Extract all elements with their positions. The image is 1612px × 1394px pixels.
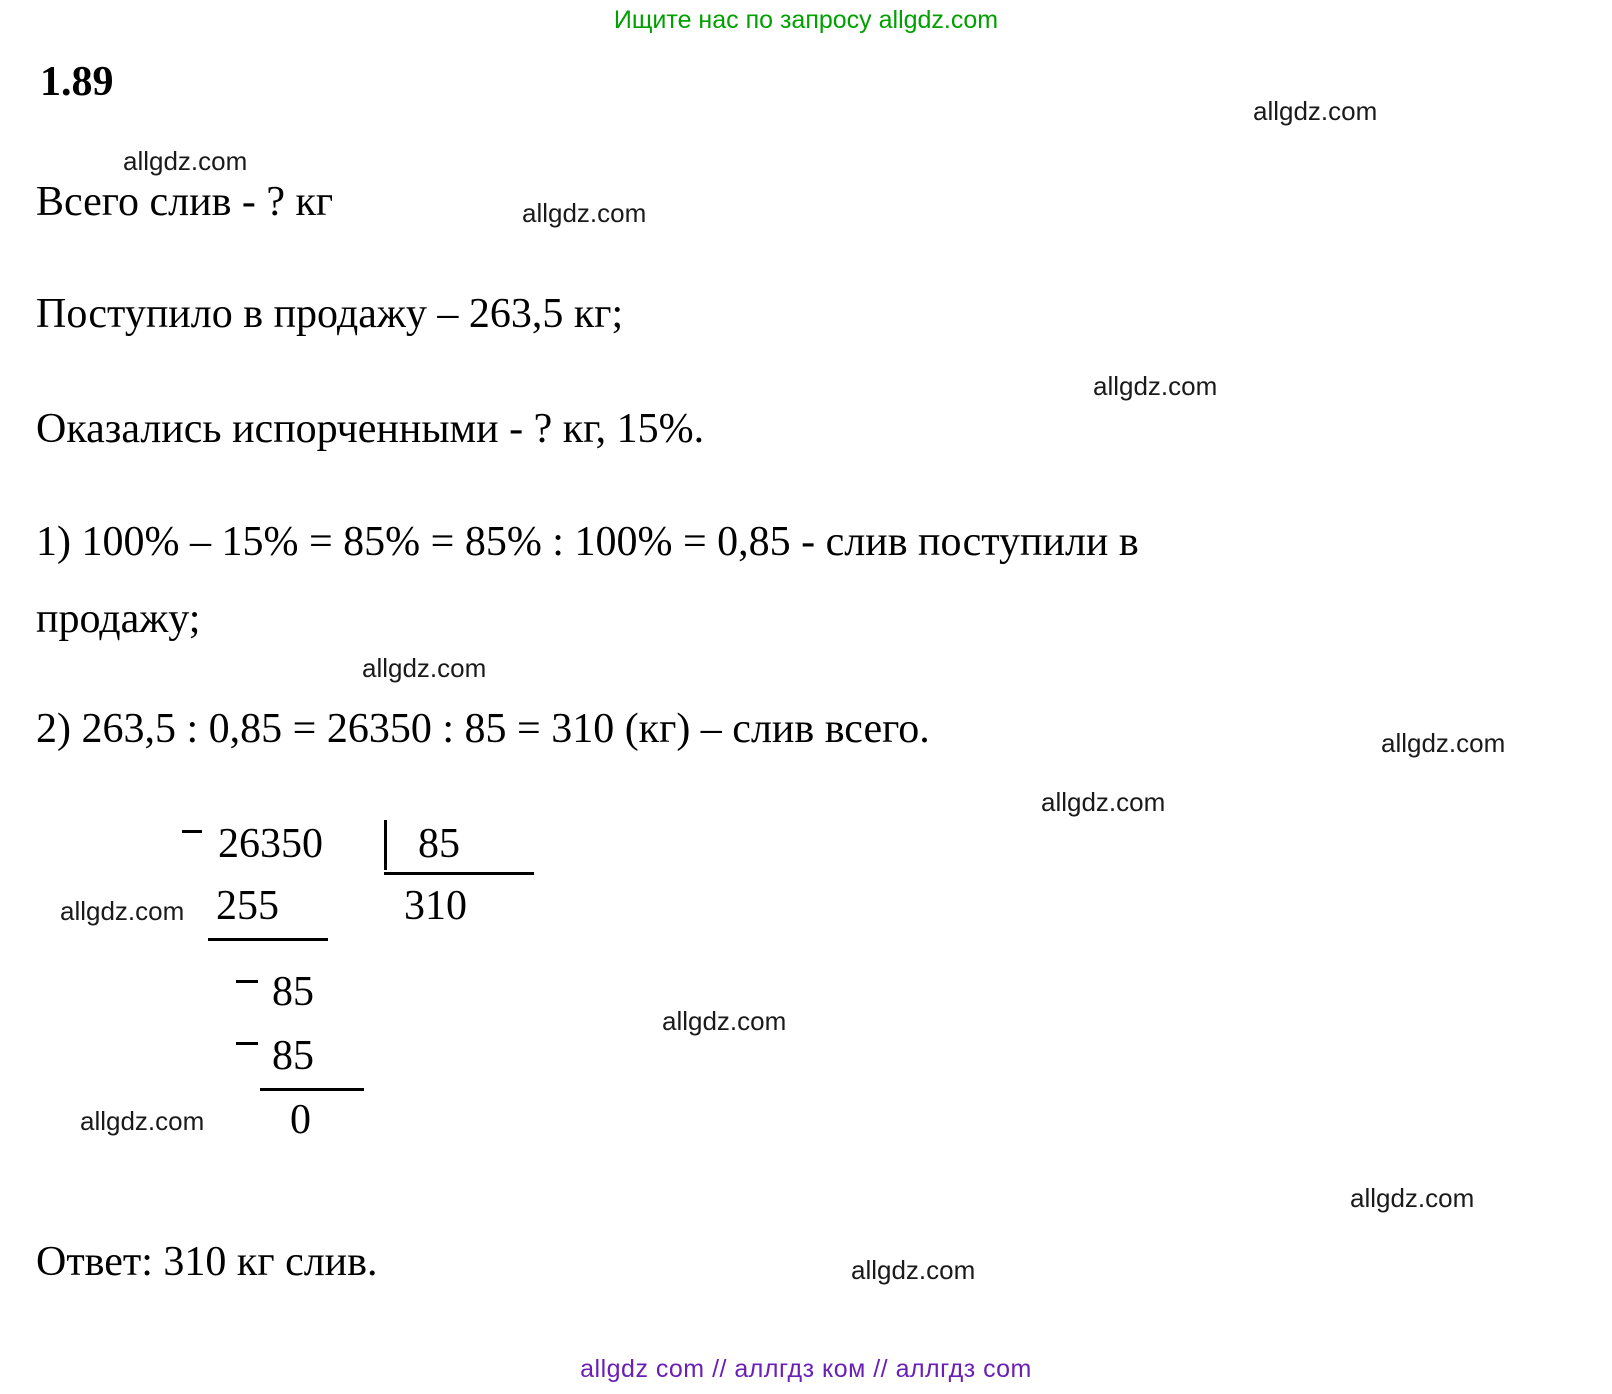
watermark: allgdz.com bbox=[60, 896, 185, 926]
division-divisor-underline bbox=[384, 872, 534, 875]
solution-step2-line: 2) 263,5 : 0,85 = 26350 : 85 = 310 (кг) – слив всего. bbox=[36, 706, 930, 752]
watermark: allgdz.com bbox=[123, 146, 248, 176]
division-final-remainder: 0 bbox=[290, 1097, 311, 1143]
solution-step1-line1: 1) 100% – 15% = 85% = 85% : 100% = 0,85 - слив поступили в bbox=[36, 519, 1139, 565]
top-promo-banner: Ищите нас по запросу allgdz.com bbox=[613, 6, 999, 34]
watermark: allgdz.com bbox=[362, 653, 487, 683]
condition-total-line: Всего слив - ? кг bbox=[36, 179, 334, 225]
division-subtrahend-1-underline bbox=[208, 938, 328, 941]
division-subtrahend-1: 255 bbox=[216, 883, 279, 929]
minus-sign-3 bbox=[236, 1042, 258, 1045]
watermark: allgdz.com bbox=[1381, 728, 1506, 758]
division-dividend: 26350 bbox=[218, 821, 323, 867]
division-divisor: 85 bbox=[418, 821, 460, 867]
division-quotient: 310 bbox=[404, 883, 467, 929]
watermark: allgdz.com bbox=[522, 198, 647, 228]
division-remainder-1: 85 bbox=[272, 969, 314, 1015]
condition-spoiled-line: Оказались испорченными - ? кг, 15%. bbox=[36, 406, 705, 452]
solution-step1-line2: продажу; bbox=[36, 596, 201, 642]
watermark: allgdz.com bbox=[662, 1006, 787, 1036]
watermark: allgdz.com bbox=[1093, 371, 1218, 401]
condition-sold-line: Поступило в продажу – 263,5 кг; bbox=[36, 291, 624, 337]
minus-sign-2 bbox=[236, 980, 258, 983]
watermark: allgdz.com bbox=[1253, 96, 1378, 126]
task-number: 1.89 bbox=[40, 59, 114, 105]
minus-sign-1 bbox=[182, 830, 202, 833]
watermark: allgdz.com bbox=[1041, 787, 1166, 817]
bottom-promo-banner: allgdz com // аллгдз ком // аллгдз com bbox=[580, 1355, 1032, 1383]
watermark: allgdz.com bbox=[80, 1106, 205, 1136]
watermark: allgdz.com bbox=[851, 1255, 976, 1285]
division-vertical-bar bbox=[384, 820, 387, 870]
answer-line: Ответ: 310 кг слив. bbox=[36, 1239, 378, 1285]
division-subtrahend-2-underline bbox=[260, 1088, 364, 1091]
watermark: allgdz.com bbox=[1350, 1183, 1475, 1213]
division-subtrahend-2: 85 bbox=[272, 1033, 314, 1079]
